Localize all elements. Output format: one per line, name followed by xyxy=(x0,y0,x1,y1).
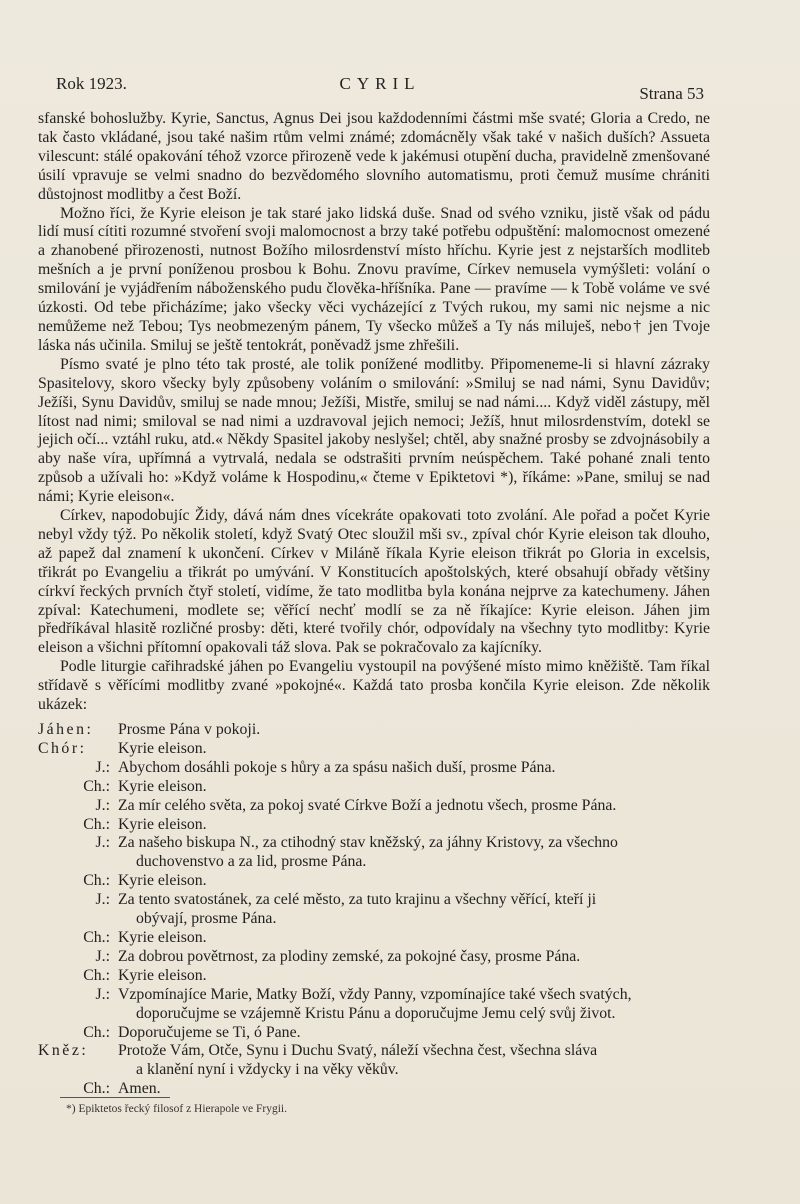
litany-speaker: J.: xyxy=(95,834,110,852)
litany-line xyxy=(118,1024,710,1043)
litany-speaker: Ch.: xyxy=(83,1023,110,1041)
litany-speaker: Ch.: xyxy=(83,928,110,946)
litany-text: Kyrie eleison. xyxy=(118,928,207,946)
litany-continuation: obývají, prosme Pána. xyxy=(136,910,277,928)
litany-text: Za dobrou povětrnost, za plodiny zemské, za pokojné časy, prosme Pána. xyxy=(118,947,581,965)
litany-speaker: J.: xyxy=(95,947,110,965)
litany-line xyxy=(118,1042,710,1080)
litany-text: Protože Vám, Otče, Synu i Duchu Svatý, náleží všechna čest, všechna sláva xyxy=(118,1042,598,1060)
litany-speaker: Kněz: xyxy=(38,1042,89,1060)
litany-speaker: Ch.: xyxy=(83,1080,110,1098)
litany-text: Za našeho biskupa N., za ctihodný stav kněžský, za jáhny Kristovy, za všechno xyxy=(118,834,618,852)
litany-speaker: J.: xyxy=(95,985,110,1003)
litany-speaker: Ch.: xyxy=(83,815,110,833)
litany-speaker: J.: xyxy=(95,796,110,814)
litany-text: Prosme Pána v pokoji. xyxy=(118,721,261,738)
litany-line xyxy=(118,759,710,778)
litany-line xyxy=(118,816,710,835)
litany-speaker: Chór: xyxy=(38,739,87,757)
litany-text: Doporučujeme se Ti, ó Pane. xyxy=(118,1023,301,1041)
litany-text: Kyrie eleison. xyxy=(118,872,207,890)
litany-line xyxy=(118,797,710,816)
litany-continuation: a klanění nyní i vždycky i na věky věkův. xyxy=(136,1061,399,1079)
litany-text: Amen. xyxy=(118,1080,161,1098)
litany-line xyxy=(118,986,710,1024)
litany-text: Vzpomínajíce Marie, Matky Boží, vždy Panny, vzpomínajíce také všech svatých, xyxy=(118,985,632,1003)
litany-line xyxy=(118,721,710,740)
litany-line xyxy=(118,891,710,929)
paragraph: Podle liturgie cařihradské jáhen po Evangeliu vystoupil na povýšené místo mimo kněžiště. Tam říkal střídavě s věřícími modlitby zvané »pokojné«. Každá tato prosba končila Kyrie eleison. Zde několik ukázek: xyxy=(38,658,710,714)
header-title: CYRIL xyxy=(339,74,421,93)
litany-line xyxy=(118,778,710,797)
litany-text: Za mír celého světa, za pokoj svaté Církve Boží a jednotu všech, prosme Pána. xyxy=(118,796,617,814)
litany-speaker: Ch.: xyxy=(83,966,110,984)
litany-line xyxy=(118,740,710,759)
litany-line xyxy=(118,948,710,967)
litany-line xyxy=(118,834,710,872)
litany-line xyxy=(118,872,710,891)
litany-text: Za tento svatostánek, za celé město, za tuto krajinu a všechny věřící, kteří ji xyxy=(118,891,597,909)
litany-text: Kyrie eleison. xyxy=(118,815,207,833)
paragraph: Písmo svaté je plno této tak prosté, ale tolik ponížené modlitby. Připomeneme-li si hlavní zázraky Spasitelovy, skoro všecky byly způsobeny voláním o smilování: »Smiluj se nad námi, Synu Davidův; Ježíši, Synu Davidův, smiluj se nade mnou; Ježíši, Mistře, smiluj se nad námi.... Když viděl zástupy, měl lítost nad nimi; smiloval se nad nimi a uzdravoval jejich nemoci; Ježíš, hnut milosrdenstvím, dotekl se jejich očí... vztáhl ruku, atd.« Někdy Spasitel jakoby neslyšel; chtěl, aby snažné prosby se zdvojnásobily a aby naše víra, upřímná a vytrvalá, nedala se odstrašiti prvním neúspěchem. Také pohané znali tento způsob a užívali ho: »Když voláme k Hospodinu,« čteme v Epiktetovi *), říkáme: »Pane, smiluj se nad námi; Kyrie eleison«. xyxy=(38,355,710,506)
litany-line xyxy=(118,967,710,986)
litany-continuation: doporučujme se vzájemně Kristu Pánu a doporučujme Jemu celý svůj život. xyxy=(136,1004,616,1022)
header-year: Rok 1923. xyxy=(56,74,127,93)
litany-line xyxy=(118,929,710,948)
paragraph: Církev, napodobujíc Židy, dává nám dnes vícekráte opakovati toto zvolání. Ale pořad a počet Kyrie nebyl vždy týž. Po několik století, když Svatý Otec sloužil mši sv., zpíval chór Kyrie eleison tak dlouho, až papež dal znamení k ukončení. Církev v Miláně říkala Kyrie eleison třikrát po Gloria in excelsis, třikrát po Evangeliu a třikrát po umývání. V Konstitucích apoštolských, které obsahují obřady většiny církví řeckých prvních čtyř století, vidíme, že tato modlitba byla konána nejprve za katechumeny. Jáhen zpíval: Katechumeni, modlete se; věřící nechť modlí se za ně říkajíce: Kyrie eleison. Jáhen jim předříkával hlasitě rozličné prosby: děti, které tvořily chór, odpovídaly na všechny tyto modlitby: Kyrie eleison a všichni přítomní opakovali táž slova. Pak se pokračovalo za kajícníky. xyxy=(38,507,710,657)
litany-text: Kyrie eleison. xyxy=(118,739,207,757)
footnote: *) Epiktetos řecký filosof z Hierapole ve Frygii. xyxy=(66,1103,287,1115)
page-header xyxy=(56,74,704,102)
footnote-divider xyxy=(60,1097,170,1098)
paragraph: Možno říci, že Kyrie eleison je tak staré jako lidská duše. Snad od svého vzniku, jistě však od pádu lidí musí cítiti rozumné stvoření svoji malomocnost a brzy také potřebu odpuštění: malomocnost omezené a zhanobené přirozenosti, nutnost Božího milosrdenství místo hříchu. Kyrie jest z nejstarších modliteb mešních a je první poníženou prosbou k Bohu. Znovu pravíme, Církev nemusela vymýšleti: volání o smilování je vyjádřením náboženského pudu člověka-hříšníka. Pane — pravíme — k Tobě voláme ve své úzkosti. Od tebe přicházíme; jako všecky věci vycházející z Tvých rukou, my sami nic nejsme a nic nemůžeme než Tebou; Tys neobmezeným pánem, Ty všecko můžeš a Ty nás miluješ, nebo† jen Tvoje láska nás učinila. Smiluj se ještě tentokrát, poněvadž jsme zhřešili. xyxy=(38,204,710,354)
litany-text: Kyrie eleison. xyxy=(118,966,207,984)
litany-line xyxy=(118,1080,710,1099)
header-page-number: Strana 53 xyxy=(639,84,704,103)
litany-speaker: Ch.: xyxy=(83,872,110,890)
litany-continuation: duchovenstvo a za lid, prosme Pána. xyxy=(136,853,367,871)
litany-list xyxy=(38,721,710,1099)
litany-speaker: J.: xyxy=(95,891,110,909)
litany-text: Abychom dosáhli pokoje s hůry a za spásu našich duší, prosme Pána. xyxy=(118,758,556,776)
article-body xyxy=(38,110,710,1099)
litany-speaker: Jáhen: xyxy=(38,721,94,738)
paragraph: sfanské bohoslužby. Kyrie, Sanctus, Agnus Dei jsou každodenními částmi mše svaté; Gloria a Credo, ne tak často vkládané, jsou také našim rtům velmi známé; zdomácněly však také v našich duších? Assueta vilescunt: stálé opakování téhož vzorce přirozeně vede k jakémusi otupění ducha, pravidelně zmenšované úsilí vpravuje se velmi snadno do bezvědomého slovního automatismu, proti čemuž musíme chrániti důstojnost modlitby a čest Boží. xyxy=(38,110,710,203)
litany-speaker: J.: xyxy=(95,758,110,776)
litany-speaker: Ch.: xyxy=(83,777,110,795)
litany-text: Kyrie eleison. xyxy=(118,777,207,795)
